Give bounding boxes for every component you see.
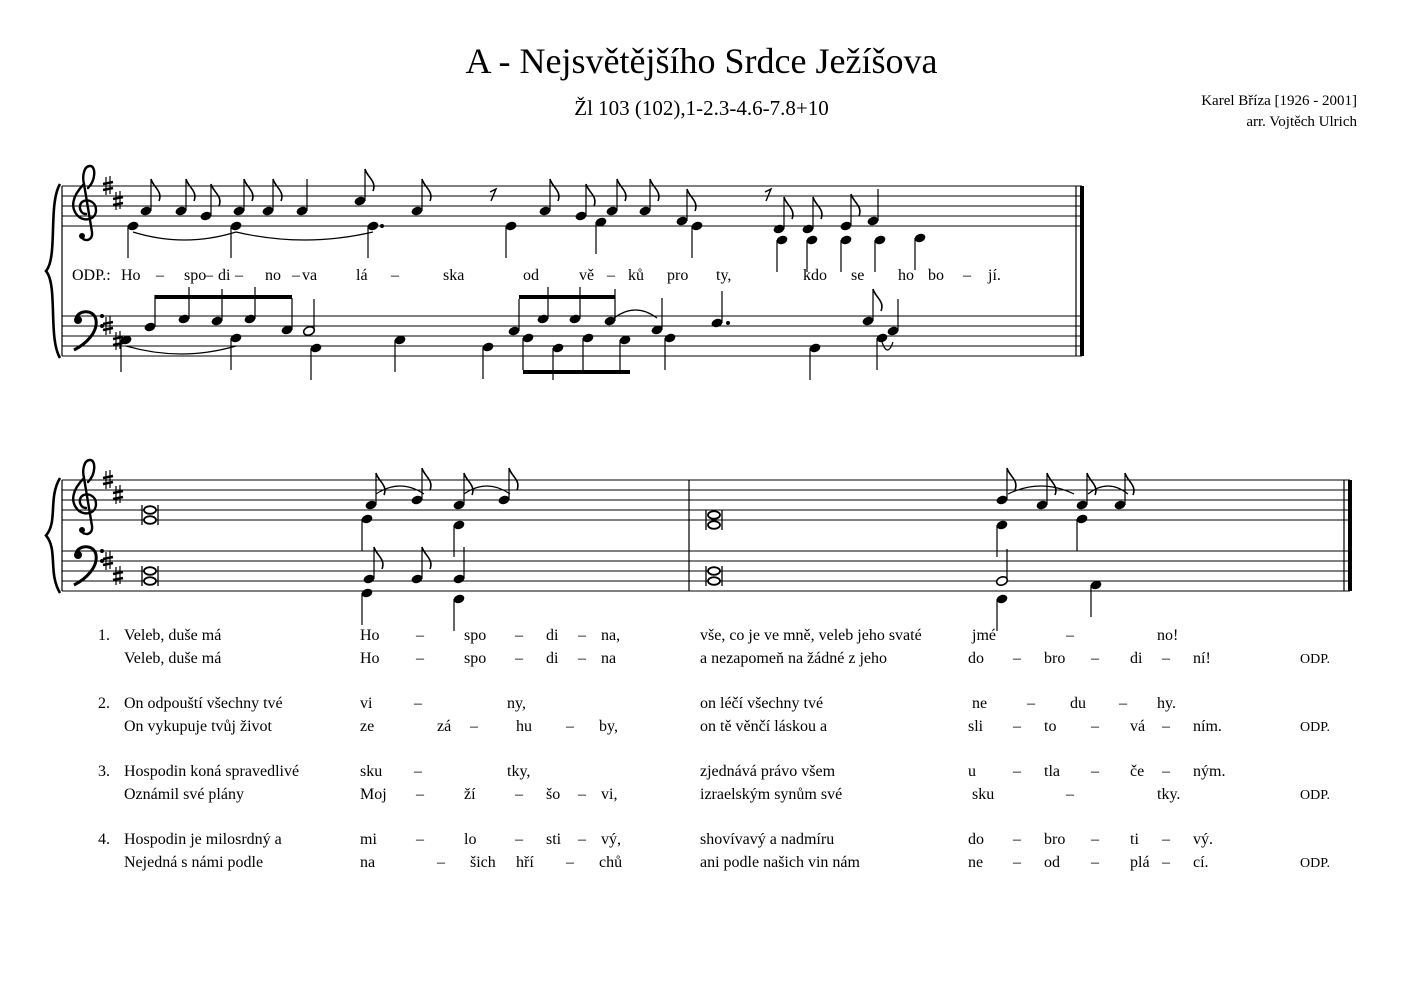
- note-flag: [873, 289, 882, 311]
- verse-text: zjednává právo všem: [700, 763, 836, 780]
- verse-syllable: spo: [464, 650, 487, 667]
- refrain-syllable: –: [292, 267, 300, 284]
- refrain-syllable: od: [523, 267, 539, 284]
- verse-text: Veleb, duše má: [124, 650, 222, 667]
- note-flag: [650, 179, 659, 201]
- verse-syllable: –: [416, 650, 424, 667]
- verse-syllable: tky,: [507, 763, 531, 780]
- verse-syllable: di: [546, 627, 559, 644]
- refrain-label: ODP.:: [72, 267, 111, 284]
- verse-syllable: na: [601, 650, 617, 667]
- verse-number: 1.: [98, 627, 110, 644]
- verse-syllable: –: [1091, 854, 1099, 871]
- verse-syllable: hří: [516, 854, 534, 871]
- note-layer: [119, 169, 1133, 631]
- verse-syllable: –: [578, 831, 586, 848]
- verse-syllable: –: [1027, 695, 1035, 712]
- refrain-syllable: ho: [898, 267, 914, 284]
- treble-clef: [73, 460, 96, 534]
- staff-systems: [46, 166, 1350, 593]
- page-title: A - Nejsvětějšího Srdce Ježíšova: [465, 41, 938, 81]
- verse-syllable: –: [1013, 718, 1021, 735]
- verse-syllable: –: [515, 650, 523, 667]
- verse-syllable: di: [546, 650, 559, 667]
- verse-syllable: –: [566, 718, 574, 735]
- verse-syllable: di: [1130, 650, 1143, 667]
- verse-syllable: by,: [599, 718, 618, 735]
- verse-syllable: –: [1162, 650, 1170, 667]
- grand-staff-brace: [46, 478, 60, 593]
- verse-syllable: na,: [601, 627, 621, 644]
- refrain-syllable: –: [156, 267, 164, 284]
- verse-syllable: –: [1091, 831, 1099, 848]
- verse-syllable: do: [968, 831, 984, 848]
- note-flag: [550, 179, 559, 201]
- treble-clef: [73, 166, 96, 240]
- key-sharp-c: [113, 485, 123, 504]
- verse-syllable: –: [414, 695, 422, 712]
- verse-syllable: če: [1130, 763, 1145, 780]
- breve-chord: [142, 566, 158, 576]
- refrain-syllable: se: [851, 267, 865, 284]
- refrain-syllable: kdo: [803, 267, 827, 284]
- verse-syllable: du: [1070, 695, 1086, 712]
- verse-text: Nejedná s námi podle: [124, 854, 264, 871]
- slur: [614, 310, 657, 318]
- refrain-syllable: va: [302, 267, 318, 284]
- note-flag: [374, 547, 383, 569]
- verse-syllable: –: [578, 650, 586, 667]
- breve-chord: [142, 505, 158, 515]
- verse-syllable: ze: [360, 718, 375, 735]
- verse-syllable: chů: [599, 854, 623, 871]
- note-flag: [186, 179, 195, 201]
- verse-syllable: vi,: [601, 786, 618, 803]
- refrain-syllable: –: [391, 267, 399, 284]
- verse-syllable: –: [566, 854, 574, 871]
- refrain-syllable: no: [265, 267, 281, 284]
- verse-syllable: –: [1013, 831, 1021, 848]
- verse-syllable: –: [414, 763, 422, 780]
- verse-text: Hospodin koná spravedlivé: [124, 763, 300, 780]
- note-flag: [422, 468, 431, 490]
- verse-syllable: u: [968, 763, 976, 780]
- refrain-syllable: jí.: [988, 267, 1001, 284]
- note-flag: [211, 184, 220, 206]
- verse-syllable: –: [1162, 854, 1170, 871]
- verse-text: Hospodin je milosrdný a: [124, 831, 282, 848]
- note-flag: [617, 179, 626, 201]
- verse-syllable: cí.: [1193, 854, 1209, 871]
- note-flag: [365, 169, 374, 191]
- verse-syllable: ti: [1130, 831, 1139, 848]
- note-beam: [523, 370, 630, 374]
- note-flag: [851, 194, 860, 216]
- note-flag: [244, 179, 253, 201]
- verse-text: vše, co je ve mně, veleb jeho svaté: [700, 627, 922, 644]
- refrain-syllable: spo: [184, 267, 207, 284]
- verse-text: izraelským synům své: [700, 786, 843, 803]
- refrain-cue: ODP.: [1300, 652, 1330, 667]
- refrain-cue: ODP.: [1300, 788, 1330, 803]
- refrain-syllable: –: [607, 267, 615, 284]
- refrain-syllable: Ho: [121, 267, 141, 284]
- refrain-syllable: lá: [356, 267, 368, 284]
- refrain-syllable: di: [218, 267, 231, 284]
- key-sharp-c: [113, 191, 123, 210]
- verse-syllable: ží: [464, 786, 476, 803]
- composer-credit: Karel Bříza [1926 - 2001]: [1201, 93, 1357, 109]
- verse-number: 3.: [98, 763, 110, 780]
- arranger-credit: arr. Vojtěch Ulrich: [1246, 114, 1357, 130]
- note-flag: [273, 179, 282, 201]
- refrain-syllable: ska: [443, 267, 465, 284]
- verse-syllable: –: [1162, 763, 1170, 780]
- verse-syllable: plá: [1130, 854, 1150, 871]
- verse-syllable: do: [968, 650, 984, 667]
- verse-syllable: Ho: [360, 650, 380, 667]
- verse-text: Veleb, duše má: [124, 627, 222, 644]
- verse-syllable: ne: [968, 854, 984, 871]
- slur: [236, 232, 373, 240]
- psalm-reference: Žl 103 (102),1-2.3-4.6-7.8+10: [574, 96, 829, 120]
- breve-chord: [706, 576, 722, 586]
- verse-syllable: hu: [516, 718, 532, 735]
- verse-syllable: –: [1066, 786, 1074, 803]
- verse-syllable: –: [416, 627, 424, 644]
- verse-syllable: Ho: [360, 627, 380, 644]
- verse-syllable: –: [1091, 650, 1099, 667]
- verse-syllable: od: [1044, 854, 1060, 871]
- verse-syllable: –: [1013, 854, 1021, 871]
- verse-syllable: –: [1162, 718, 1170, 735]
- verse-number: 2.: [98, 695, 110, 712]
- verse-number: 4.: [98, 831, 110, 848]
- refrain-syllable: ty,: [716, 267, 732, 284]
- verse-syllable: –: [1013, 650, 1021, 667]
- verse-syllable: –: [416, 786, 424, 803]
- verse-syllable: lo: [464, 831, 477, 848]
- verse-syllable: to: [1044, 718, 1057, 735]
- verse-syllable: –: [1091, 763, 1099, 780]
- verse-syllable: vý.: [1193, 831, 1213, 848]
- verse-syllable: sku: [972, 786, 995, 803]
- verse-syllable: šich: [470, 854, 496, 871]
- verse-syllable: tky.: [1157, 786, 1181, 803]
- verse-syllable: hy.: [1157, 695, 1176, 712]
- verse-syllable: –: [578, 786, 586, 803]
- breve-chord: [142, 515, 158, 525]
- verse-syllable: jmé: [972, 627, 996, 644]
- verse-syllable: ny,: [507, 695, 526, 712]
- key-sharp-c: [113, 566, 123, 585]
- verse-syllable: –: [437, 854, 445, 871]
- verse-syllable: –: [515, 627, 523, 644]
- verse-syllable: spo: [464, 627, 487, 644]
- verse-syllable: sti: [546, 831, 562, 848]
- note-flag: [687, 189, 696, 211]
- verse-text: ani podle našich vin nám: [700, 854, 860, 871]
- verse-syllable: tla: [1044, 763, 1060, 780]
- eighth-rest: [490, 189, 496, 201]
- note-flag: [509, 468, 518, 490]
- note-flag: [1125, 473, 1134, 495]
- verse-syllable: ným.: [1193, 763, 1226, 780]
- note-beam: [155, 295, 292, 299]
- verse-text: a nezapomeň na žádné z jeho: [700, 650, 888, 667]
- verse-text: Oznámil své plány: [124, 786, 244, 803]
- note-flag: [1007, 468, 1016, 490]
- verse-syllable: vá: [1130, 718, 1146, 735]
- verse-syllable: –: [1013, 763, 1021, 780]
- note-flag: [1047, 473, 1056, 495]
- verse-syllable: ním.: [1193, 718, 1222, 735]
- refrain-cue: ODP.: [1300, 856, 1330, 871]
- breve-chord: [706, 520, 722, 530]
- refrain-syllable: bo: [928, 267, 944, 284]
- refrain-syllable: –: [205, 267, 213, 284]
- refrain-syllable: –: [235, 267, 243, 284]
- bass-clef: [74, 547, 104, 585]
- verse-text: shovívavý a nadmíru: [700, 831, 835, 848]
- verse-syllable: šo: [546, 786, 561, 803]
- refrain-syllable: –: [963, 267, 971, 284]
- verse-syllable: –: [1162, 831, 1170, 848]
- grand-staff-brace: [46, 184, 60, 358]
- verse-syllable: sku: [360, 763, 383, 780]
- slur: [126, 346, 236, 354]
- verse-syllable: na: [360, 854, 376, 871]
- augmentation-dot: [380, 224, 384, 228]
- note-flag: [422, 547, 431, 569]
- verse-syllable: –: [515, 786, 523, 803]
- verse-syllable: –: [1066, 627, 1074, 644]
- augmentation-dot: [726, 321, 730, 325]
- slur: [133, 232, 236, 240]
- eighth-rest: [765, 189, 771, 201]
- bass-clef: [74, 312, 104, 350]
- verse-syllable: –: [416, 831, 424, 848]
- verse-text: On odpouští všechny tvé: [124, 695, 283, 712]
- verse-syllable: ní!: [1193, 650, 1211, 667]
- verse-text: On vykupuje tvůj život: [124, 718, 272, 735]
- verse-syllable: –: [578, 627, 586, 644]
- verse-text: on léčí všechny tvé: [700, 695, 824, 712]
- verse-syllable: vý,: [601, 831, 621, 848]
- verse-syllable: bro: [1044, 831, 1066, 848]
- verse-text: on tě věnčí láskou a: [700, 718, 828, 735]
- breve-chord: [706, 510, 722, 520]
- breve-chord: [142, 576, 158, 586]
- note-flag: [422, 179, 431, 201]
- note-flag: [586, 184, 595, 206]
- verse-syllable: bro: [1044, 650, 1066, 667]
- refrain-syllable: pro: [667, 267, 689, 284]
- breve-chord: [706, 566, 722, 576]
- verse-syllable: –: [515, 831, 523, 848]
- verse-syllable: mi: [360, 831, 377, 848]
- note-flag: [151, 179, 160, 201]
- refrain-syllable: ků: [628, 267, 644, 284]
- verse-syllable: sli: [968, 718, 984, 735]
- verse-syllable: –: [1091, 718, 1099, 735]
- note-beam: [519, 295, 615, 299]
- verse-syllable: Moj: [360, 786, 387, 803]
- verse-syllable: ne: [972, 695, 988, 712]
- verse-syllable: vi: [360, 695, 373, 712]
- refrain-syllable: vě: [579, 267, 595, 284]
- verse-syllable: –: [1119, 695, 1127, 712]
- verse-syllable: –: [470, 718, 478, 735]
- verse-syllable: zá: [437, 718, 452, 735]
- refrain-cue: ODP.: [1300, 720, 1330, 735]
- verse-syllable: no!: [1157, 627, 1179, 644]
